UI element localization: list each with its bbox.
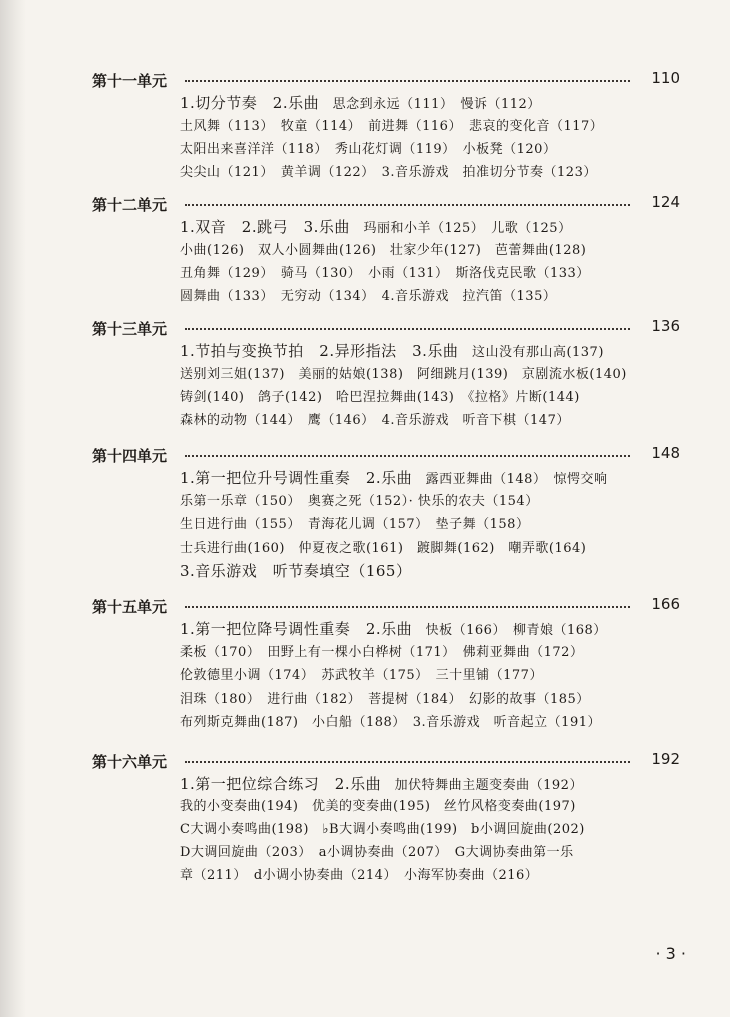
toc-line: 圆舞曲（133） 无穷动（134） 4.音乐游戏 拉汽笛（135） bbox=[180, 289, 557, 304]
toc-line-detail: 思念到永远（111） 慢诉（112） bbox=[319, 97, 541, 112]
dot-leader bbox=[185, 606, 630, 608]
unit-title: 第十一单元 bbox=[92, 72, 168, 90]
toc-line: 生日进行曲（155） 青海花儿调（157） 垫子舞（158） bbox=[180, 517, 530, 532]
unit-title: 第十六单元 bbox=[92, 753, 168, 771]
dot-leader bbox=[185, 328, 630, 330]
unit-title: 第十五单元 bbox=[92, 598, 168, 616]
toc-line: 送别刘三姐(137) 美丽的姑娘(138) 阿细跳月(139) 京剧流水板(140) bbox=[180, 367, 627, 382]
toc-line: 尖尖山（121） 黄羊调（122） 3.音乐游戏 拍准切分节奏（123） bbox=[180, 165, 597, 180]
toc-line: 泪珠（180） 进行曲（182） 菩提树（184） 幻影的故事（185） bbox=[180, 692, 590, 707]
toc-unit-15 bbox=[0, 592, 730, 730]
toc-line bbox=[180, 340, 604, 361]
toc-line: 乐第一乐章（150） 奥赛之死（152）· 快乐的农夫（154） bbox=[180, 494, 539, 509]
toc-line: 章（211） d小调小协奏曲（214） 小海军协奏曲（216） bbox=[180, 868, 539, 883]
toc-line: 小曲(126) 双人小圆舞曲(126) 壮家少年(127) 芭蕾舞曲(128) bbox=[180, 243, 587, 258]
toc-unit-14 bbox=[0, 441, 730, 580]
toc-unit-13 bbox=[0, 314, 730, 428]
toc-line-main: 1.第一把位综合练习 2.乐曲 bbox=[180, 775, 382, 793]
toc-line bbox=[180, 92, 541, 113]
toc-line: C大调小奏鸣曲(198) ♭B大调小奏鸣曲(199) b小调回旋曲(202) bbox=[180, 822, 585, 837]
dot-leader bbox=[185, 455, 630, 457]
toc-line bbox=[180, 773, 583, 794]
toc-line: 伦敦德里小调（174） 苏武牧羊（175） 三十里铺（177） bbox=[180, 668, 543, 683]
toc-line: 丑角舞（129） 骑马（130） 小雨（131） 斯洛伐克民歌（133） bbox=[180, 266, 590, 281]
unit-page-number: 192 bbox=[651, 750, 680, 768]
toc-line bbox=[180, 216, 572, 237]
toc-line-main: 1.切分节奏 2.乐曲 bbox=[180, 94, 320, 112]
toc-line-detail: 这山没有那山高(137) bbox=[458, 345, 604, 360]
toc-line: 布列斯克舞曲(187) 小白船（188） 3.音乐游戏 听音起立（191） bbox=[180, 715, 601, 730]
toc-line-detail: 快板（166） 柳青娘（168） bbox=[412, 623, 607, 638]
toc-line-detail: 玛丽和小羊（125） 儿歌（125） bbox=[349, 221, 572, 236]
toc-line: 3.音乐游戏 听节奏填空（165） bbox=[180, 562, 412, 580]
toc-line-main: 1.第一把位降号调性重奏 2.乐曲 bbox=[180, 620, 413, 638]
toc-unit-12 bbox=[0, 190, 730, 304]
dot-leader bbox=[185, 80, 630, 82]
toc-line bbox=[180, 467, 607, 488]
unit-page-number: 110 bbox=[651, 69, 680, 87]
toc-unit-16 bbox=[0, 747, 730, 883]
toc-line: 我的小变奏曲(194) 优美的变奏曲(195) 丝竹风格变奏曲(197) bbox=[180, 799, 576, 814]
unit-title: 第十三单元 bbox=[92, 320, 168, 338]
toc-line: 铸剑(140) 鸽子(142) 哈巴涅拉舞曲(143) 《拉格》片断(144) bbox=[180, 390, 580, 405]
toc-line: 森林的动物（144） 鹰（146） 4.音乐游戏 听音下棋（147） bbox=[180, 413, 570, 428]
toc-unit-11 bbox=[0, 66, 730, 180]
toc-line: D大调回旋曲（203） a小调协奏曲（207） G大调协奏曲第一乐 bbox=[180, 845, 574, 860]
page-number: · 3 · bbox=[655, 944, 686, 963]
unit-page-number: 148 bbox=[651, 444, 680, 462]
toc-line: 士兵进行曲(160) 仲夏夜之歌(161) 踱脚舞(162) 嘲弄歌(164) bbox=[180, 541, 587, 556]
unit-page-number: 166 bbox=[651, 595, 680, 613]
toc-line bbox=[180, 618, 607, 639]
toc-line: 柔板（170） 田野上有一棵小白桦树（171） 佛莉亚舞曲（172） bbox=[180, 645, 584, 660]
dot-leader bbox=[185, 761, 630, 763]
toc-line: 土风舞（113） 牧童（114） 前进舞（116） 悲哀的变化音（117） bbox=[180, 119, 604, 134]
toc-line-detail: 加伏特舞曲主题变奏曲（192） bbox=[381, 778, 583, 793]
toc-line: 太阳出来喜洋洋（118） 秀山花灯调（119） 小板凳（120） bbox=[180, 142, 557, 157]
unit-title: 第十二单元 bbox=[92, 196, 168, 214]
unit-page-number: 124 bbox=[651, 193, 680, 211]
toc-line-detail: 露西亚舞曲（148） 惊愕交响 bbox=[412, 472, 608, 487]
toc-line-main: 1.第一把位升号调性重奏 2.乐曲 bbox=[180, 469, 413, 487]
unit-page-number: 136 bbox=[651, 317, 680, 335]
dot-leader bbox=[185, 204, 630, 206]
toc-line-main: 1.双音 2.跳弓 3.乐曲 bbox=[180, 218, 350, 236]
page-binding-edge bbox=[0, 0, 26, 1017]
unit-title: 第十四单元 bbox=[92, 447, 168, 465]
toc-line-main: 1.节拍与变换节拍 2.异形指法 3.乐曲 bbox=[180, 342, 459, 360]
